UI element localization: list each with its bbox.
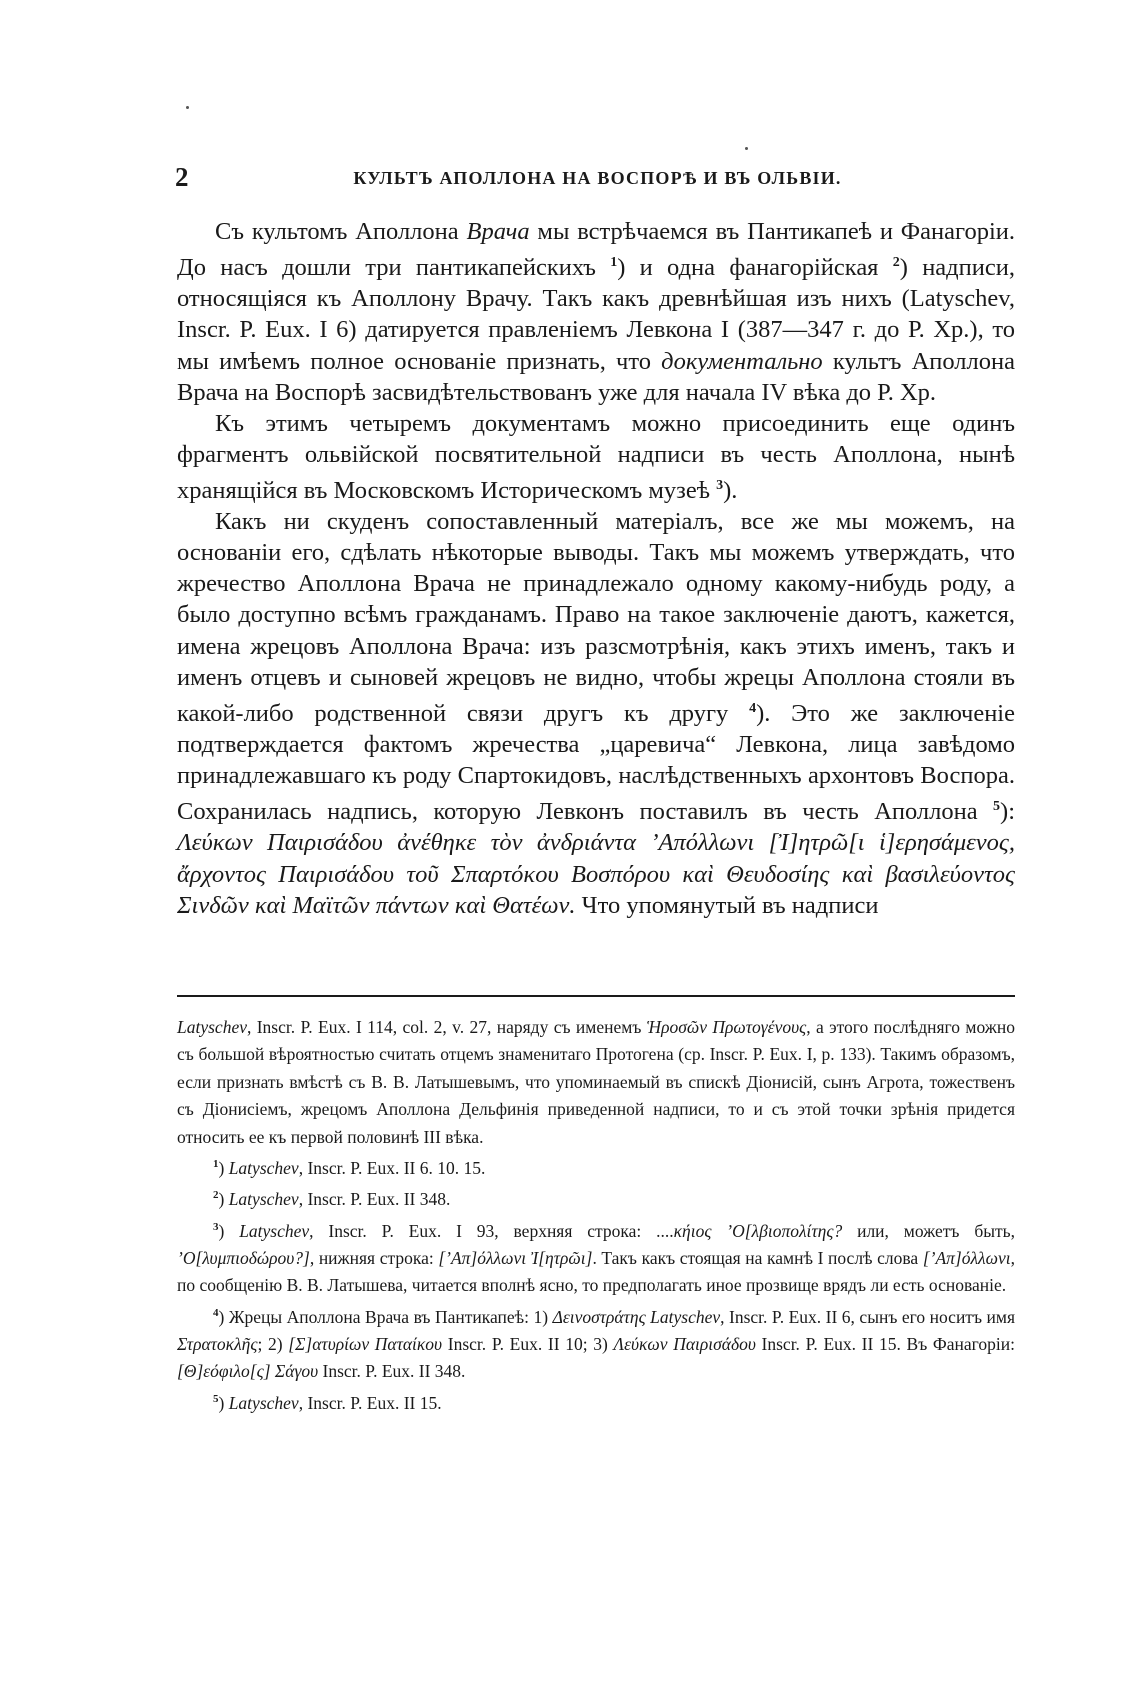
footnote-ref: 4 [749,700,757,716]
footnote-divider [177,995,1015,997]
footnote-continuation: Latyschev, Inscr. P. Eux. I 114, col. 2, v. 27, наряду съ именемъ Ἡροσῶν Πρωτογένους, а этого послѣдняго можно съ большой вѣроятностью считать отцемъ знаменитаго Протогена (ср. Inscr. P. Eux. I, p. 133). Такимъ образомъ, если признать вмѣстѣ съ В. В. Латышевымъ, что упоминаемый въ спискѣ Діонисій, сынъ Агрота, тожественъ съ Діонисіемъ, жрецомъ Аполлона Дельфинія приведенной надписи, то и съ этой точки зрѣнія придется относить ее къ первой половинѣ III вѣка. [177,1017,1015,1147]
print-speck [745,147,748,150]
footnote-5: $^5$) Latyschev, Inscr. P. Eux. II 15. [213,1392,442,1413]
main-text [177,216,1015,921]
paragraph: Какъ ни скуденъ сопоставленный матеріалъ, все же мы можемъ, на основаніи его, сдѣлать нѣкоторые выводы. Такъ мы можемъ утверждать, что жречество Аполлона Врача не принадлежало одному какому-нибудь роду, а было доступно всѣмъ гражданамъ. Право на такое заключеніе даютъ, кажется, имена жрецовъ Аполлона Врача: изъ разсмотрѣнія, какъ этихъ именъ, такъ и именъ отцевъ и сыновей жрецовъ не видно, чтобы жрецы Аполлона стояли въ какой-либо родственной связи другъ къ другу $^4$). Это же заключеніе подтверждается фактомъ жречества „царевича“ Левкона, лица завѣдомо принадлежавшаго къ роду Спартокидовъ, наслѣдственныхъ архонтовъ Воспора. Сохранилась надпись, которую Левконъ поставилъ въ честь Аполлона $^5$): Λεύκων Παιρισάδου ἀνέθηκε τὸν ἀνδριάντα ’Απόλλωνι [Ἰ]ητρῶ[ι ἱ]ερησάμενος, ἄρχοντος Παιρισάδου τοῦ Σπαρτόκου Βοσπόρου καὶ Θευδοσίης καὶ βασιλεύοντος Σινδῶν καὶ Μαϊτῶν πάντων καὶ Θατέων. Что упомянутый въ надписи [177,508,1015,919]
running-title: КУЛЬТЪ АПОЛЛОНА НА ВОСПОРѢ И ВЪ ОЛЬВІИ. [353,168,842,188]
footnote-2: $^2$) Latyschev, Inscr. P. Eux. II 348. [213,1189,451,1210]
emphasis: Врача [466,218,530,245]
footnote-ref: 2 [892,255,900,271]
emphasis: документально [661,347,823,375]
footnote-1: $^1$) Latyschev, Inscr. P. Eux. II 6. 10. 15. [213,1157,486,1178]
footnotes [177,1014,1015,1417]
footnote-3: $^3$) Latyschev, Inscr. P. Eux. I 93, верхняя строка: ....κήιος ’Ο[λβιοπολίτης? или, можетъ быть, ’Ο[λυμπιοδώρου?], нижняя строка: [’Απ]όλλωνι Ἰ[ητρῶι]. Такъ какъ стоящая на камнѣ I послѣ слова [’Απ]όλλωνι, по сообщенію В. В. Латышева, читается вполнѣ ясно, то предполагать иное прозвище врядъ ли есть основаніе. [177,1220,1016,1296]
page-header [175,162,1020,196]
footnote-ref: 3 [716,477,724,493]
paragraph: Къ этимъ четыремъ документамъ можно присоединить еще одинъ фрагментъ ольвійской посвятительной надписи въ честь Аполлона, нынѣ хранящійся въ Московскомъ Историческомъ музеѣ $^3$). [177,409,1015,505]
footnote-4: $^4$) Жрецы Аполлона Врача въ Пантикапеѣ: 1) Δεινοστράτης Latyschev, Inscr. P. Eux. II 6, сынъ его носитъ имя Στρατοκλῆς; 2) [Σ]ατυρίων Παταίκου Inscr. P. Eux. II 10; 3) Λεύκων Παιρισάδου Inscr. P. Eux. II 15. Въ Фанагоріи: [Θ]εόφιλο[ς] Σάγου Inscr. P. Eux. II 348. [177,1306,1015,1382]
page-number: 2 [175,162,189,192]
footnote-ref: 1 [610,255,618,271]
greek-inscription: Λεύκων Παιρισάδου ἀνέθηκε τὸν ἀνδριάντα ’Απόλλωνι [Ἰ]ητρῶ[ι ἱ]ερησάμενος, ἄρχοντος Παιρισάδου τοῦ Σπαρτόκου Βοσπόρου καὶ Θευδοσίης καὶ βασιλεύοντος Σινδῶν καὶ Μαϊτῶν πάντων καὶ Θατέων. [177,829,1015,919]
print-speck [186,106,189,109]
paragraph: Съ культомъ Аполлона Врача мы встрѣчаемся въ Пантикапеѣ и Фанагоріи. До насъ дошли три пантикапейскихъ $^1$) и одна фанагорійская $^2$) надписи, относящіяся къ Аполлону Врачу. Такъ какъ древнѣйшая изъ нихъ (Latyschev, Inscr. P. Eux. I 6) датируется правленіемъ Левкона I (387—347 г. до Р. Хр.), то мы имѣемъ полное основаніе признать, что документально культъ Аполлона Врача на Воспорѣ засвидѣтельствованъ уже для начала IV вѣка до Р. Хр. [177,218,1015,406]
footnote-ref: 5 [993,799,1001,815]
